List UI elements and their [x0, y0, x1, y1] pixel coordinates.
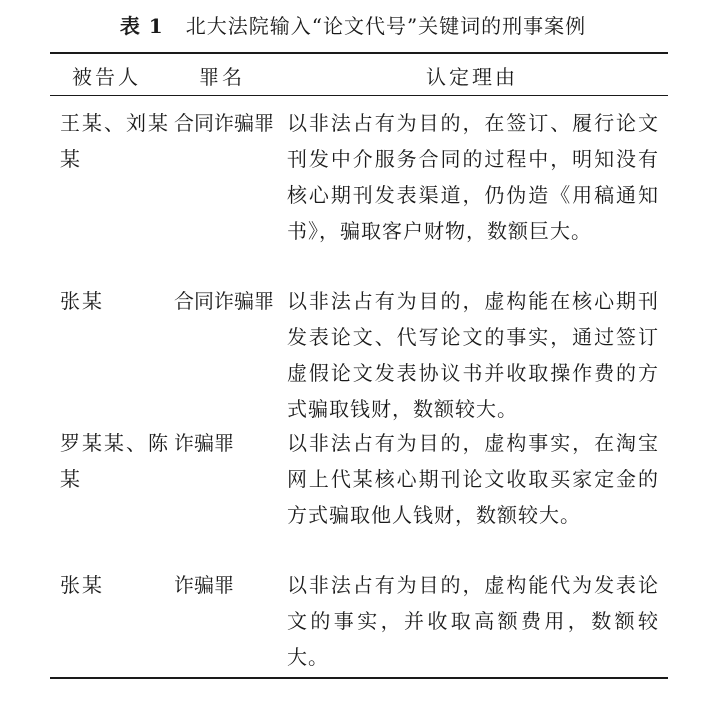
row2-reason: 以非法占有为目的，虚构能在核心期刊发表论文、代写论文的事实，通过签订虚假论文发表协议书并收取操作费的方式骗取钱财，数额较大。	[287, 289, 659, 421]
table-caption	[0, 10, 706, 39]
row4-reason: 以非法占有为目的，虚构能代为发表论文的事实，并收取高额费用，数额较大。	[287, 573, 659, 669]
row2-defendant: 张某	[60, 289, 104, 313]
table-number: 表 1	[119, 14, 164, 38]
header-rule	[50, 95, 668, 96]
row4-charge: 诈骗罪	[174, 573, 234, 597]
header-charge: 罪名	[199, 65, 245, 89]
row1-defendant: 王某、刘某某	[60, 111, 170, 171]
row1-reason: 以非法占有为目的，在签订、履行论文刊发中介服务合同的过程中，明知没有核心期刊发表渠道，仍伪造《用稿通知书》，骗取客户财物，数额巨大。	[287, 111, 659, 243]
row3-defendant: 罗某某、陈某	[60, 431, 170, 491]
table-title: 北大法院输入“论文代号”关键词的刑事案例	[185, 14, 587, 38]
row3-reason: 以非法占有为目的，虚构事实，在淘宝网上代某核心期刊论文收取买家定金的方式骗取他人钱财，数额较大。	[287, 431, 659, 527]
row4-defendant: 张某	[60, 573, 104, 597]
row1-charge: 合同诈骗罪	[174, 111, 274, 135]
bottom-rule	[50, 677, 668, 679]
header-defendant: 被告人	[72, 65, 141, 89]
row3-charge: 诈骗罪	[174, 431, 234, 455]
header-reason: 认定理由	[426, 65, 518, 89]
top-rule	[50, 52, 668, 54]
row2-charge: 合同诈骗罪	[174, 289, 274, 313]
